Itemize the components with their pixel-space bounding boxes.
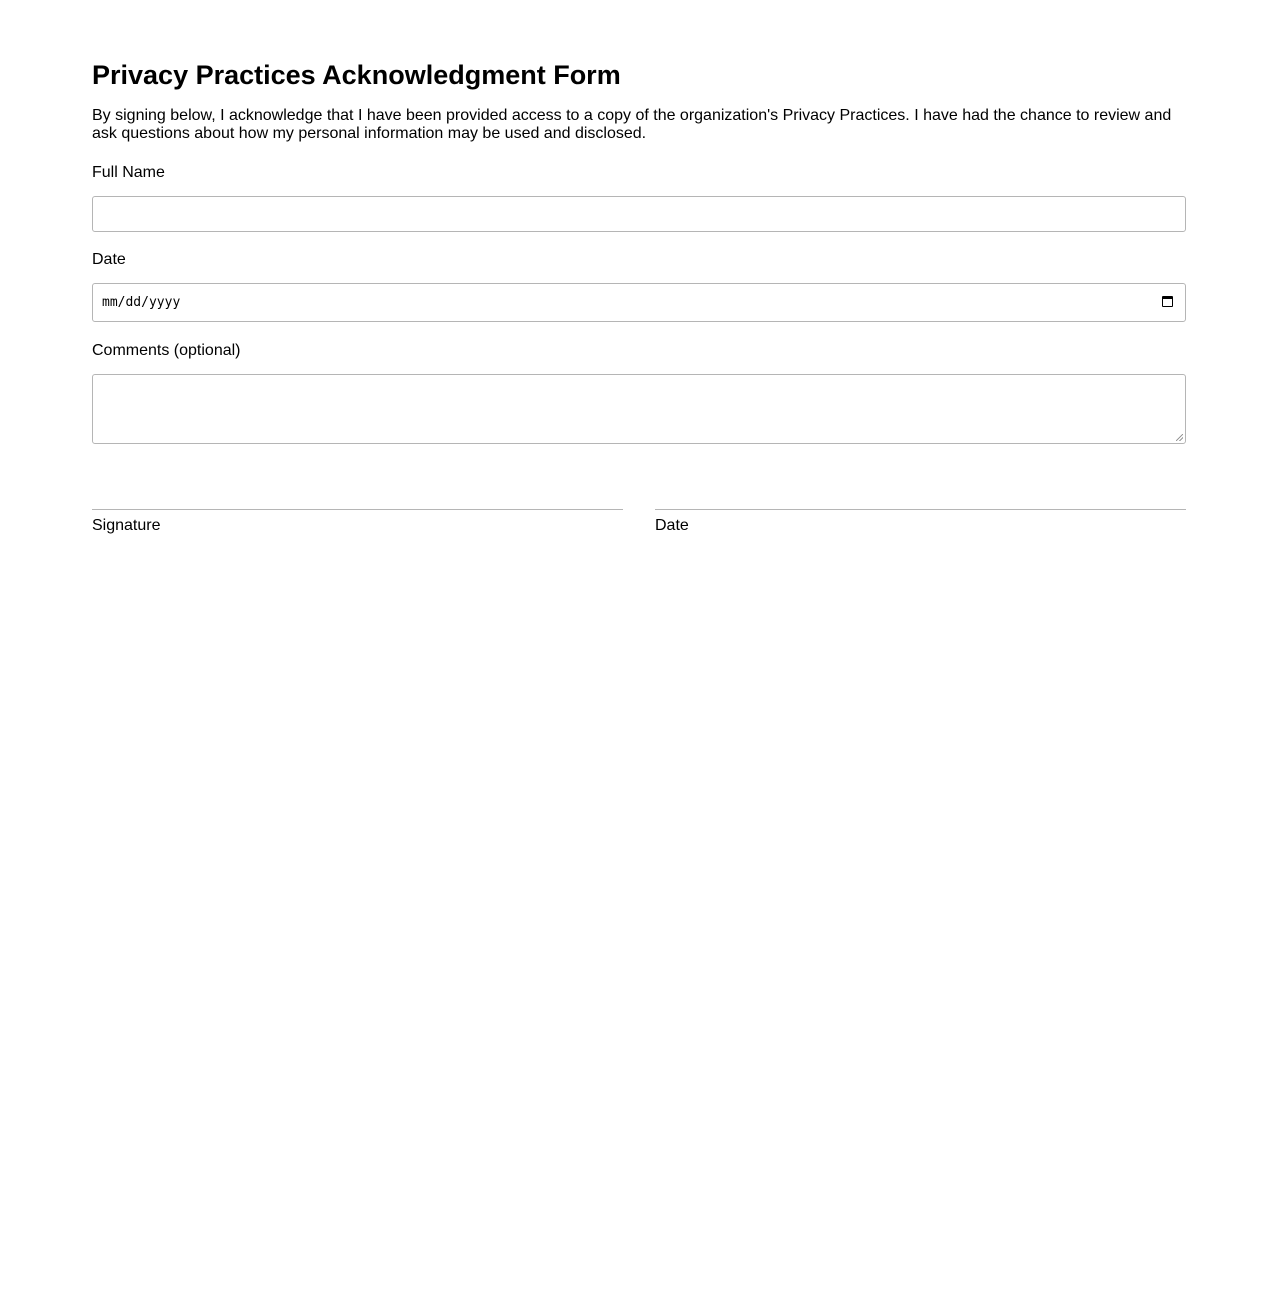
calendar-icon[interactable] [1162,296,1173,307]
full-name-input[interactable] [92,196,1186,232]
resize-handle-icon[interactable] [1176,434,1183,441]
signature-label: Signature [92,517,161,534]
signature-date-label: Date [655,517,689,534]
full-name-label: Full Name [92,164,165,181]
date-label: Date [92,251,126,268]
date-input[interactable] [92,283,1186,322]
comments-textarea[interactable] [92,374,1186,444]
intro-text: By signing below, I acknowledge that I have been provided access to a copy of the organization's Privacy Practices. I have had the chance to review and ask questions about how my personal information may be used and disclosed. [92,107,1172,142]
comments-label: Comments (optional) [92,342,241,359]
signature-date-line [655,509,1186,510]
page-title: Privacy Practices Acknowledgment Form [92,60,621,90]
signature-line [92,509,623,510]
date-placeholder: mm/dd/yyyy [102,295,181,310]
